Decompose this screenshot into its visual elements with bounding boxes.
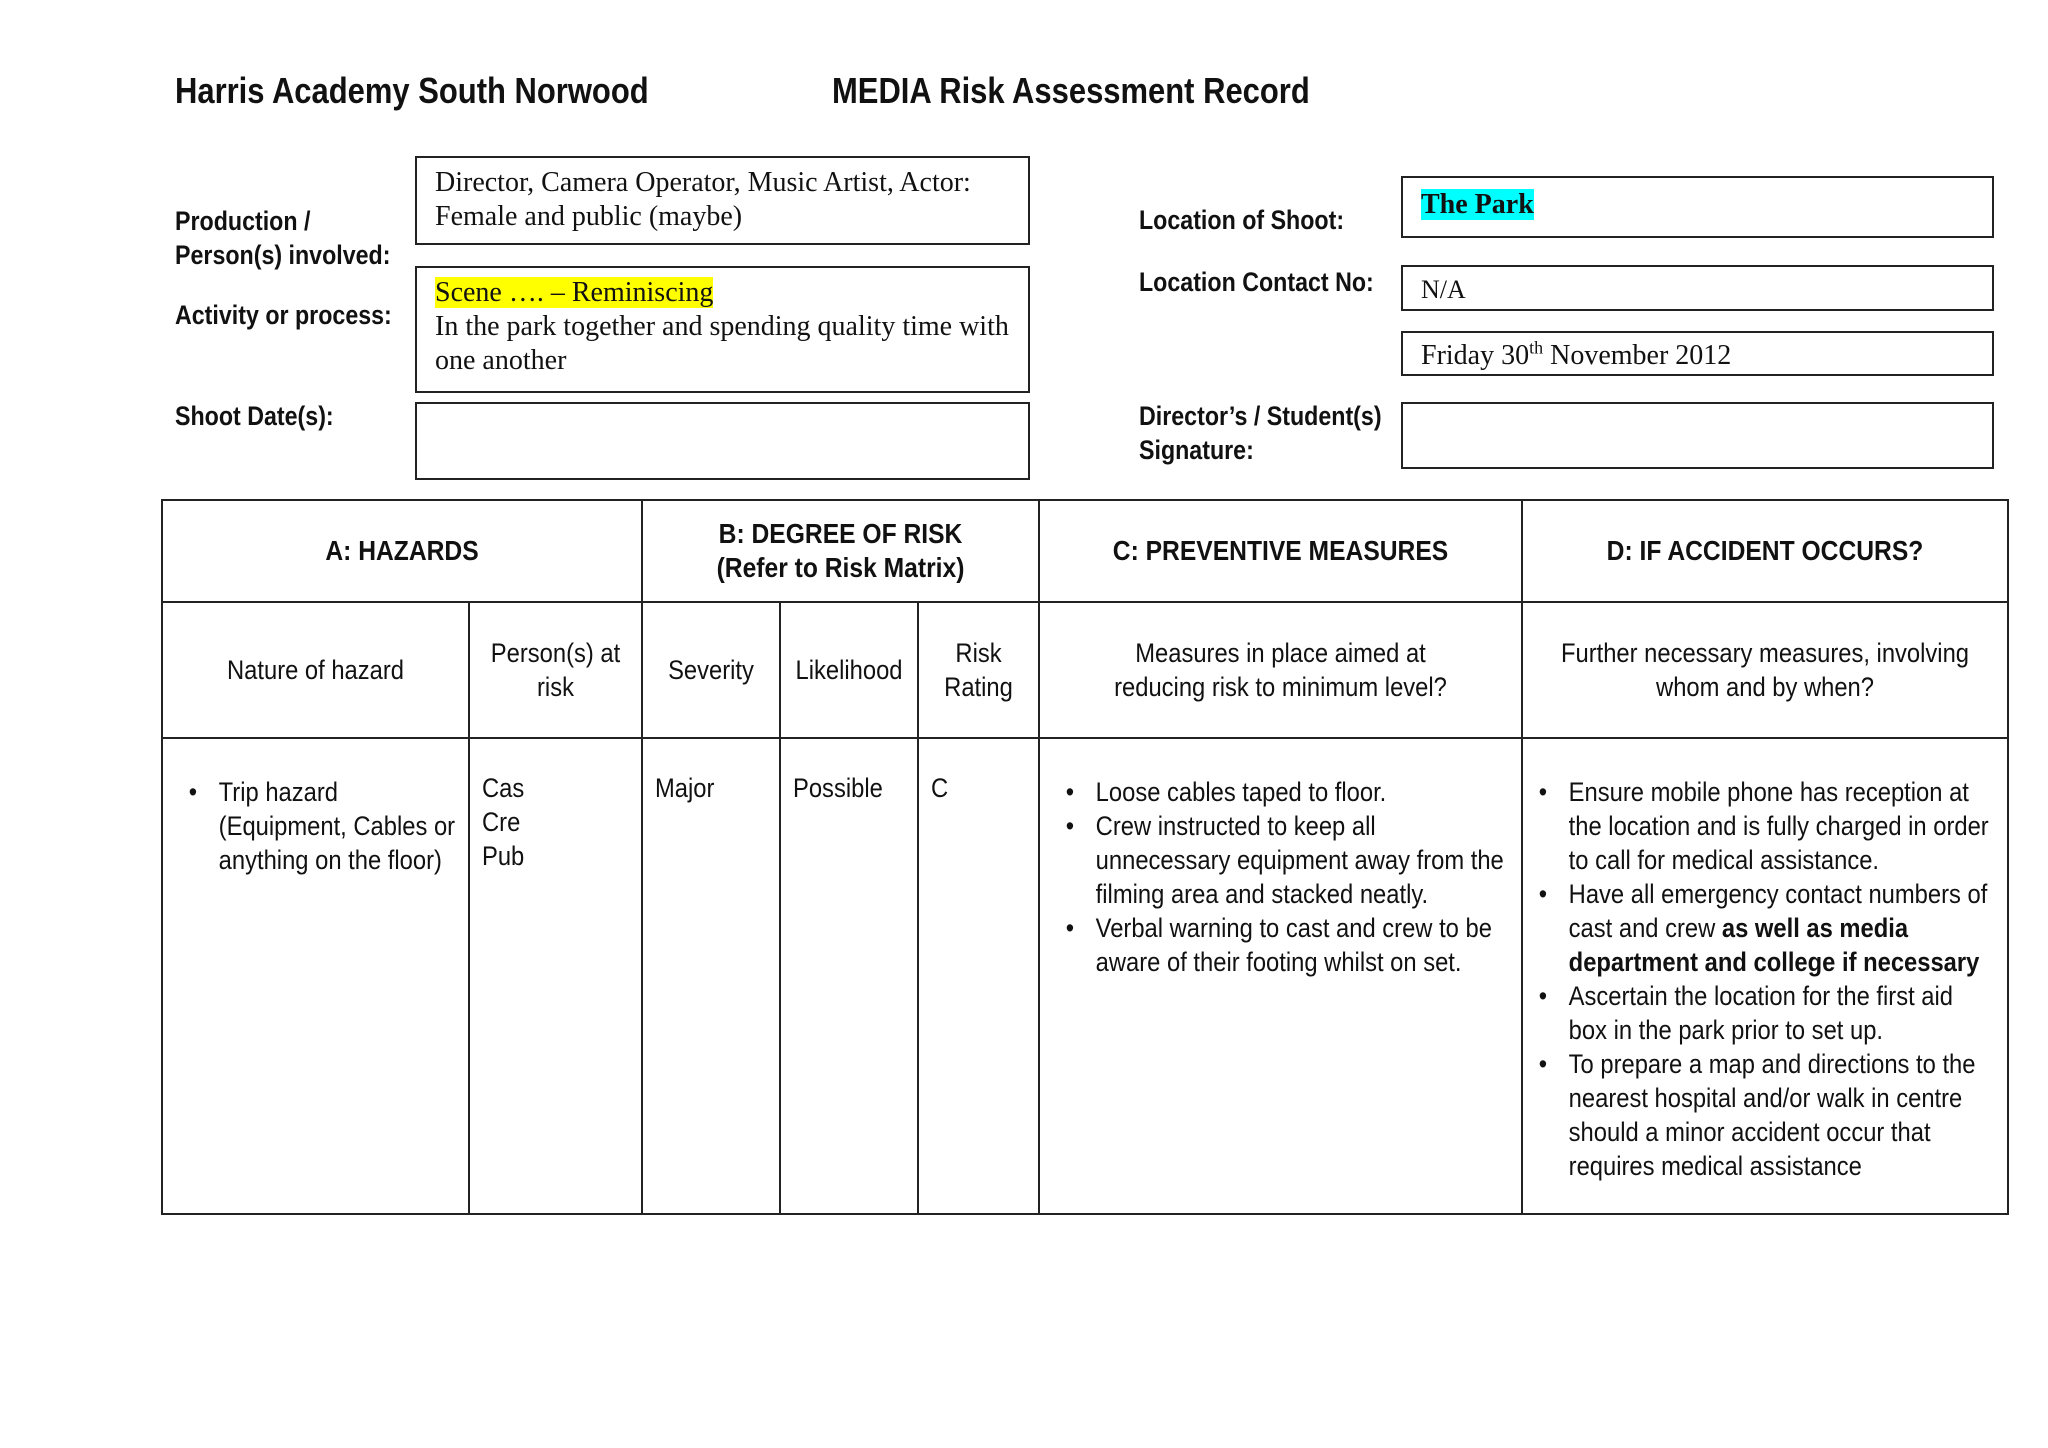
- list-item: • Verbal warning to cast and crew to be aware of their footing whilst on set.: [1065, 913, 1492, 977]
- activity-text: In the park together and spending quality time with one another: [435, 311, 1009, 376]
- location-field[interactable]: [1401, 176, 1994, 238]
- col-further-measures: Further necessary measures, involving whom and by when?: [1522, 602, 2008, 738]
- table-row: [162, 738, 2008, 1214]
- col-measures: Measures in place aimed at reducing risk to minimum level?: [1039, 602, 1522, 738]
- signature-field[interactable]: [1401, 402, 1994, 469]
- contact-field[interactable]: [1401, 265, 1994, 311]
- list-item: • Have all emergency contact numbers of cast and crew as well as media department and college if necessary: [1538, 879, 1988, 977]
- col-nature-of-hazard: Nature of hazard: [162, 602, 469, 738]
- col-likelihood: Likelihood: [780, 602, 918, 738]
- location-label: Location of Shoot:: [1139, 205, 1345, 235]
- activity-label: Activity or process:: [175, 300, 392, 330]
- production-value: Director, Camera Operator, Music Artist, Actor: Female and public (maybe): [435, 167, 971, 232]
- section-hazards: A: HAZARDS: [162, 500, 642, 602]
- section-preventive-measures: C: PREVENTIVE MEASURES: [1039, 500, 1522, 602]
- list-item: • Ascertain the location for the first aid box in the park prior to set up.: [1538, 981, 1954, 1045]
- list-item: • Ensure mobile phone has reception at the location and is fully charged in order to call for medical assistance.: [1538, 777, 1989, 875]
- further-measures-cell: [1522, 738, 2008, 1214]
- section-header-row: [162, 500, 2008, 602]
- shoot-date-label: Shoot Date(s):: [175, 401, 334, 431]
- shoot-date-field[interactable]: [415, 402, 1030, 480]
- col-risk-rating: Risk Rating: [918, 602, 1039, 738]
- col-severity: Severity: [642, 602, 780, 738]
- list-item: • Trip hazard (Equipment, Cables or anything on the floor): [188, 777, 456, 875]
- measures-cell: [1039, 738, 1522, 1214]
- production-label: Production / Person(s) involved:: [175, 206, 391, 270]
- production-field[interactable]: [415, 156, 1030, 245]
- persons-cell: Cas Cre Pub: [469, 738, 642, 1214]
- hazard-cell: [162, 738, 469, 1214]
- location-value: The Park: [1421, 189, 1534, 220]
- likelihood-cell: Possible: [780, 738, 918, 1214]
- document-title: MEDIA Risk Assessment Record: [832, 70, 1310, 111]
- rating-cell: C: [918, 738, 1039, 1214]
- column-header-row: [162, 602, 2008, 738]
- signature-label: Director’s / Student(s) Signature:: [1139, 401, 1382, 465]
- list-item: • Crew instructed to keep all unnecessary equipment away from the filming area and stacked neatly.: [1065, 811, 1504, 909]
- contact-label: Location Contact No:: [1139, 267, 1374, 297]
- list-item: • Loose cables taped to floor.: [1065, 777, 1387, 807]
- risk-table: [161, 499, 2009, 1215]
- activity-field[interactable]: [415, 266, 1030, 393]
- col-persons-at-risk: Person(s) at risk: [469, 602, 642, 738]
- list-item: • To prepare a map and directions to the nearest hospital and/or walk in centre should a minor accident occur that requires medical assistance: [1538, 1049, 1976, 1181]
- section-if-accident-occurs: D: IF ACCIDENT OCCURS?: [1522, 500, 2008, 602]
- activity-highlight: Scene …. – Reminiscing: [435, 277, 714, 308]
- section-degree-of-risk: B: DEGREE OF RISK (Refer to Risk Matrix): [642, 500, 1039, 602]
- severity-cell: Major: [642, 738, 780, 1214]
- school-name: Harris Academy South Norwood: [175, 70, 649, 111]
- date-value: Friday 30th November 2012: [1421, 337, 1732, 371]
- date-field[interactable]: [1401, 331, 1994, 376]
- contact-value: N/A: [1421, 275, 1466, 304]
